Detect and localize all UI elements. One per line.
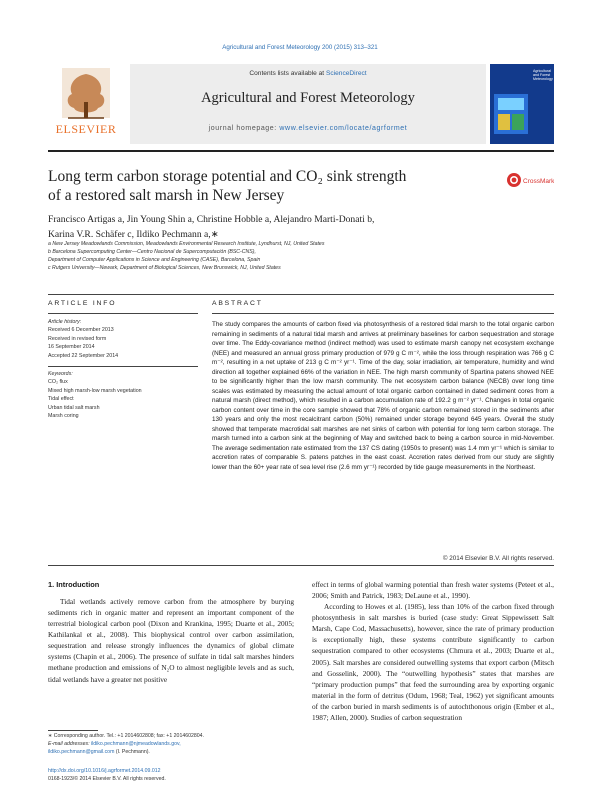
affiliation-b-cont: Department of Computer Applications in Science and Engineering (CASE), Barcelona, Spain: [48, 257, 261, 264]
footnotes: ∗ Corresponding author. Tel.: +1 2014602808; fax: +1 2014602804. E-mail addresses: ildiko.pechmann@njmeadowlands.gov, ildiko.pechmann@gmail.com (I. Pechmann).: [48, 733, 288, 756]
header-rule: [48, 150, 554, 152]
introduction-left-column: Tidal wetlands actively remove carbon from the atmosphere by burying sediments rich in organic matter and represent an important component of the terrestrial biological carbon pool (Dixon and Krankina, 1995; Duarte et al., 2005; Kathilankal et al., 2008). This biophysical control over carbon assimilation, sequestration and release strongly influences the dynamics of global climate systems (Chapin et al., 2006). The presence of sulfate in tidal salt marshes hinders methane production and emissions of N₂O to almost negligible levels and as such, tidal wetlands have a greater net positive: [48, 597, 294, 684]
article-info-rule: [48, 313, 198, 314]
cover-title: Agricultural and Forest Meteorology: [533, 69, 553, 81]
article-title: Long term carbon storage potential and CO₂ sink strength of a restored salt marsh in New Jersey: [48, 168, 407, 204]
footnote-rule: [48, 730, 98, 731]
issn-line: 0168-1923/© 2014 Elsevier B.V. All rights reserved.: [48, 775, 166, 782]
affiliation-b: b Barcelona Supercomputing Center—Centro Nacional de Supercomputación (BSC-CNS),: [48, 249, 256, 256]
contents-line: Contents lists available at ScienceDirect: [249, 70, 367, 77]
history-rule: [48, 366, 198, 367]
journal-title: Agricultural and Forest Meteorology: [201, 90, 415, 106]
affiliations-rule: [48, 294, 554, 295]
crossmark-badge[interactable]: [506, 172, 554, 188]
abstract-copyright: © 2014 Elsevier B.V. All rights reserved.: [442, 555, 554, 562]
affiliation-a: a New Jersey Meadowlands Commission, Meadowlands Environmental Research Institute, Lyndhurst, NJ, United States: [48, 241, 325, 247]
journal-homepage: journal homepage: www.elsevier.com/locate/agrformet: [208, 125, 408, 132]
keyword: CO₂ flux: [48, 379, 68, 386]
keywords: Keywords: CO₂ flux Mixed high marsh-low marsh vegetation Tidal effect Urban tidal salt marsh Marsh coring: [48, 370, 198, 421]
elsevier-wordmark: ELSEVIER: [55, 122, 117, 136]
keyword: Tidal effect: [48, 396, 74, 403]
abstract-rule: [212, 313, 554, 314]
affiliation-c: c Rutgers University—Newark, Department of Biological Sciences, New Brunswick, NJ, United States: [48, 265, 281, 272]
email-link[interactable]: ildiko.pechmann@gmail.com: [48, 748, 115, 755]
sciencedirect-link[interactable]: ScienceDirect: [325, 70, 367, 77]
affiliations: [48, 240, 554, 272]
email-link[interactable]: ildiko.pechmann@njmeadowlands.gov,: [90, 740, 181, 747]
keyword: Urban tidal salt marsh: [48, 404, 100, 411]
keyword: Mixed high marsh-low marsh vegetation: [48, 387, 142, 394]
introduction-heading: 1. Introduction: [48, 580, 100, 589]
corresponding-author-note: ∗ Corresponding author. Tel.: +1 2014602808; fax: +1 2014602804.: [48, 733, 204, 739]
doi-link[interactable]: http://dx.doi.org/10.1016/j.agrformet.2014.09.012: [48, 768, 161, 774]
introduction-right-column: effect in terms of global warming potential than fresh water systems (Peteet et al., 2006; Smith and Patrick, 1983; DeLaune et al., 1990). According to Howes et al. (1985), less than 10% of the carbon fixed through photosynthesis in salt marshes is buried (case study: Great Sippewissett Salt Marsh, Cape Cod, Massachusetts), however, since the rate of primary production is exceptionally high, these systems contribute significantly to carbon sequestration compared to other ecosystems (Chmura et al., 2003; Duarte et al., 2005). Salt marshes are considered outwelling systems that export carbon (Mitsch and Gosselink, 2000). The “outwelling hypothesis” states that marshes are “primary production pumps” that feed the surrounding area by exporting organic material in the form of detritus (Odum, 1968; Teal, 1962) yet significant amounts of the carbon buried in marsh sediments is of autochthonous origin (Ember et al., 1987; Allen, 2000). Studies of carbon sequestration: [312, 580, 554, 722]
abstract-body: The study compares the amounts of carbon fixed via photosynthesis of a restored tidal marsh to the total organic carbon remaining in sediments of a natural tidal marsh and arrives at preliminary baselines for carbon sequestration and storage over time. The Eddy-covariance method (indirect method) was used to estimate marsh canopy net ecosystem exchange (NEE) and measured an annual gross primary production of 979 g C m⁻², while the loss through respiration was 766 g C m⁻², resulting in a net uptake of 213 g C m⁻² yr⁻¹. Time of the day, solar irradiation, air temperature, humidity and wind direction all together explained 66% of the variation in NEE. The high marsh community of Spartina patens showed NEE to be significantly higher than the low marsh community. The net ecosystem carbon balance (NECB) over long time scales was estimated by measuring the actual amount of total organic carbon contained in dated sediment cores from a natural marsh (direct method), which resulted in a carbon accumulation rate of 192.2 g m⁻² yr⁻¹. Changes in total organic carbon content over time in the core sample showed that 78% of organic carbon remained stored in the sediments after 130 years and only the most recalcitrant carbon (50%) remained under storage beyond 645 years. Overall the study showed that temperate macrotidal salt marshes are net sinks of carbon with potential for long term carbon storage. The marsh turned into a carbon sink at the beginning of May and switched back to being a carbon source in mid-November. The average sedimentation rate estimated from the 137 CS dating (1950s to present) was 1.4 mm yr⁻¹ which is similar to accretion rates of comparable S. patens patches in the east coast. Accretion rates derived from our study are slightly lower than the 60+ year rate of sea level rise (2.6 mm yr⁻¹) recorded by tide gauge measurements in the Northeast.: [212, 321, 554, 471]
abstract-heading: ABSTRACT: [212, 300, 263, 307]
doi-block: [48, 768, 288, 784]
crossmark-icon: [506, 172, 554, 188]
journal-homepage-link[interactable]: www.elsevier.com/locate/agrformet: [279, 125, 408, 132]
author-list: Francisco Artigas a, Jin Young Shin a, Christine Hobble a, Alejandro Marti-Donati b, Karina V.R. Schäfer c, Ildiko Pechmann a,∗: [48, 214, 375, 241]
keyword: Marsh coring: [48, 413, 79, 420]
crossmark-label: CrossMark: [523, 178, 554, 185]
article-history: Article history: Received 6 December 2013 Received in revised form 16 September 2014 Accepted 22 September 2014: [48, 319, 119, 359]
article-info-heading: ARTICLE INFO: [48, 300, 117, 307]
journal-citation-link[interactable]: Agricultural and Forest Meteorology 200 (2015) 313–321: [222, 44, 378, 51]
